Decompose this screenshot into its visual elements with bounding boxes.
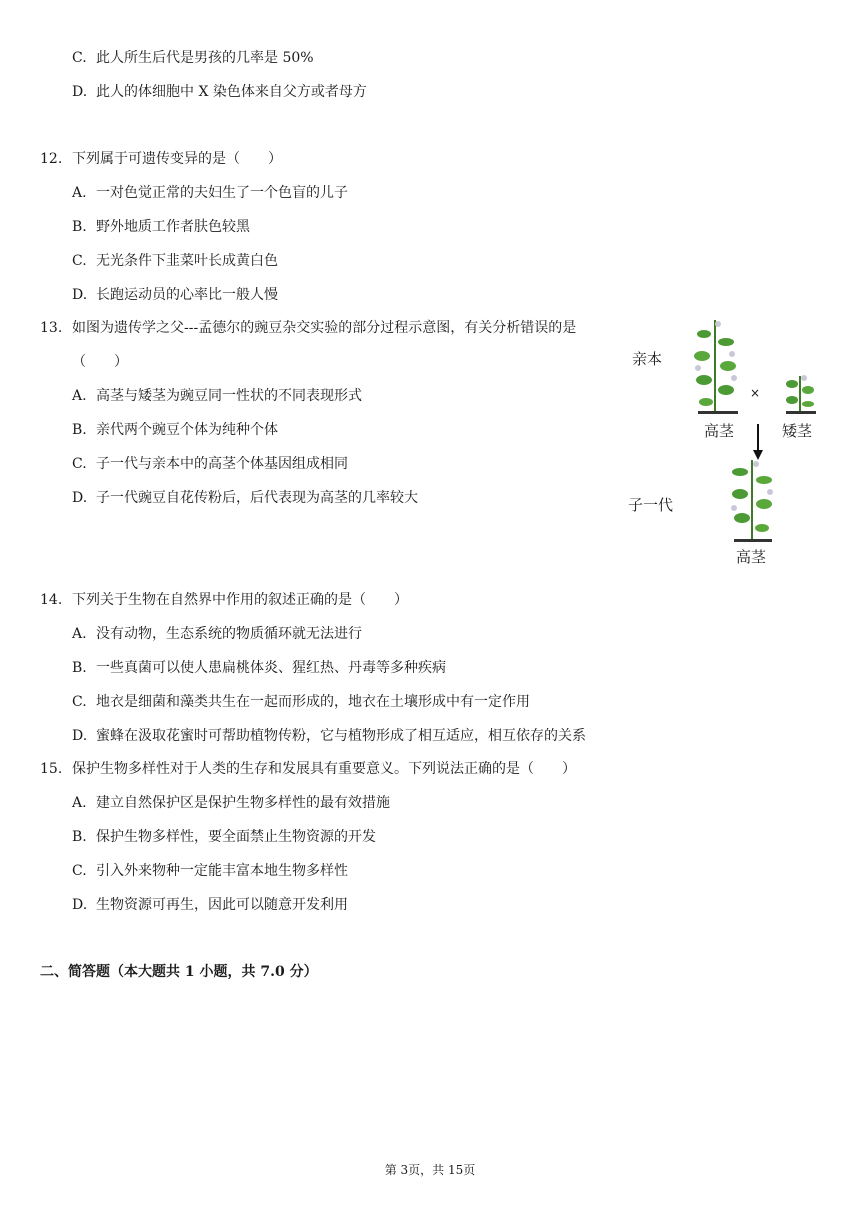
pea-plants-drawing <box>620 312 830 570</box>
q15-option-a <box>72 793 390 813</box>
q12-option-b <box>72 217 250 237</box>
question-number: 13. <box>40 320 63 336</box>
option-text: 长跑运动员的心率比一般人慢 <box>96 287 278 303</box>
page-footer: 第 3页，共 15页 <box>384 1163 476 1177</box>
q12-option-d <box>72 285 278 305</box>
option-letter: C. <box>72 456 87 472</box>
f1-tall-pea-plant-icon <box>731 460 773 542</box>
q14-option-c <box>72 692 530 712</box>
option-letter: D. <box>72 84 88 100</box>
q13-option-b <box>72 420 278 440</box>
q13-stem-cont <box>72 352 128 372</box>
q12-option-c <box>72 251 278 271</box>
option-letter: A. <box>72 795 87 811</box>
tall-stem-label: 高茎 <box>704 422 735 440</box>
option-letter: D. <box>72 287 88 303</box>
option-text: 地衣是细菌和藻类共生在一起而形成的，地衣在土壤形成中有一定作用 <box>96 694 530 710</box>
option-letter: A. <box>72 388 87 404</box>
option-letter: A. <box>72 626 87 642</box>
option-text: 亲代两个豌豆个体为纯种个体 <box>96 422 278 438</box>
q15-option-b <box>72 827 376 847</box>
q13-option-c <box>72 454 348 474</box>
q15-stem <box>40 759 576 779</box>
question-text-cont: （ ） <box>72 354 128 370</box>
cross-symbol: × <box>750 386 761 400</box>
q11-option-d <box>72 82 367 102</box>
option-text: 引入外来物种一定能丰富本地生物多样性 <box>96 863 348 879</box>
question-text: 下列关于生物在自然界中作用的叙述正确的是（ ） <box>72 592 408 608</box>
option-text: 保护生物多样性，要全面禁止生物资源的开发 <box>96 829 376 845</box>
option-text: 一对色觉正常的夫妇生了一个色盲的儿子 <box>96 185 348 201</box>
option-letter: C. <box>72 863 87 879</box>
question-number: 14. <box>40 592 63 608</box>
option-letter: B. <box>72 422 87 438</box>
arrow-down-icon <box>753 424 763 460</box>
dwarf-stem-label: 矮茎 <box>782 422 813 440</box>
question-text: 下列属于可遗传变异的是（ ） <box>72 151 282 167</box>
option-letter: C. <box>72 50 87 66</box>
option-text: 子一代与亲本中的高茎个体基因组成相同 <box>96 456 348 472</box>
parent-label: 亲本 <box>632 350 663 368</box>
option-letter: D. <box>72 490 88 506</box>
q14-option-d <box>72 726 586 746</box>
f1-tall-stem-label: 高茎 <box>736 548 767 566</box>
question-text: 保护生物多样性对于人类的生存和发展具有重要意义。下列说法正确的是（ ） <box>72 761 576 777</box>
question-number: 12. <box>40 151 63 167</box>
option-text: 一些真菌可以使人患扁桃体炎、猩红热、丹毒等多种疾病 <box>96 660 446 676</box>
option-letter: D. <box>72 897 88 913</box>
option-text: 没有动物，生态系统的物质循环就无法进行 <box>96 626 362 642</box>
option-text: 无光条件下韭菜叶长成黄白色 <box>96 253 278 269</box>
option-letter: A. <box>72 185 87 201</box>
option-text: 建立自然保护区是保护生物多样性的最有效措施 <box>96 795 390 811</box>
pea-cross-figure <box>620 312 830 570</box>
q13-option-d <box>72 488 418 508</box>
q14-option-a <box>72 624 362 644</box>
tall-pea-plant-icon <box>694 320 738 414</box>
q14-stem <box>40 590 408 610</box>
option-letter: B. <box>72 660 87 676</box>
f1-label: 子一代 <box>628 496 674 514</box>
option-text: 生物资源可再生，因此可以随意开发利用 <box>96 897 348 913</box>
q15-option-d <box>72 895 348 915</box>
option-letter: D. <box>72 728 88 744</box>
option-text: 此人的体细胞中 X 染色体来自父方或者母方 <box>96 84 367 100</box>
q12-option-a <box>72 183 348 203</box>
section-heading: 二、简答题（本大题共 1 小题，共 7.0 分） <box>40 964 318 980</box>
option-letter: C. <box>72 694 87 710</box>
q13-stem <box>40 318 576 338</box>
option-text: 蜜蜂在汲取花蜜时可帮助植物传粉，它与植物形成了相互适应，相互依存的关系 <box>96 728 586 744</box>
question-number: 15. <box>40 761 63 777</box>
option-letter: C. <box>72 253 87 269</box>
option-text: 高茎与矮茎为豌豆同一性状的不同表现形式 <box>96 388 362 404</box>
option-letter: B. <box>72 829 87 845</box>
dwarf-pea-plant-icon <box>786 375 816 414</box>
option-text: 野外地质工作者肤色较黑 <box>96 219 250 235</box>
option-text: 此人所生后代是男孩的几率是 50% <box>96 50 314 66</box>
q15-option-c <box>72 861 348 881</box>
option-text: 子一代豌豆自花传粉后，后代表现为高茎的几率较大 <box>96 490 418 506</box>
q12-stem <box>40 149 282 169</box>
option-letter: B. <box>72 219 87 235</box>
q11-option-c <box>72 48 314 68</box>
q14-option-b <box>72 658 446 678</box>
question-text: 如图为遗传学之父---孟德尔的豌豆杂交实验的部分过程示意图，有关分析错误的是 <box>72 320 577 336</box>
q13-option-a <box>72 386 362 406</box>
